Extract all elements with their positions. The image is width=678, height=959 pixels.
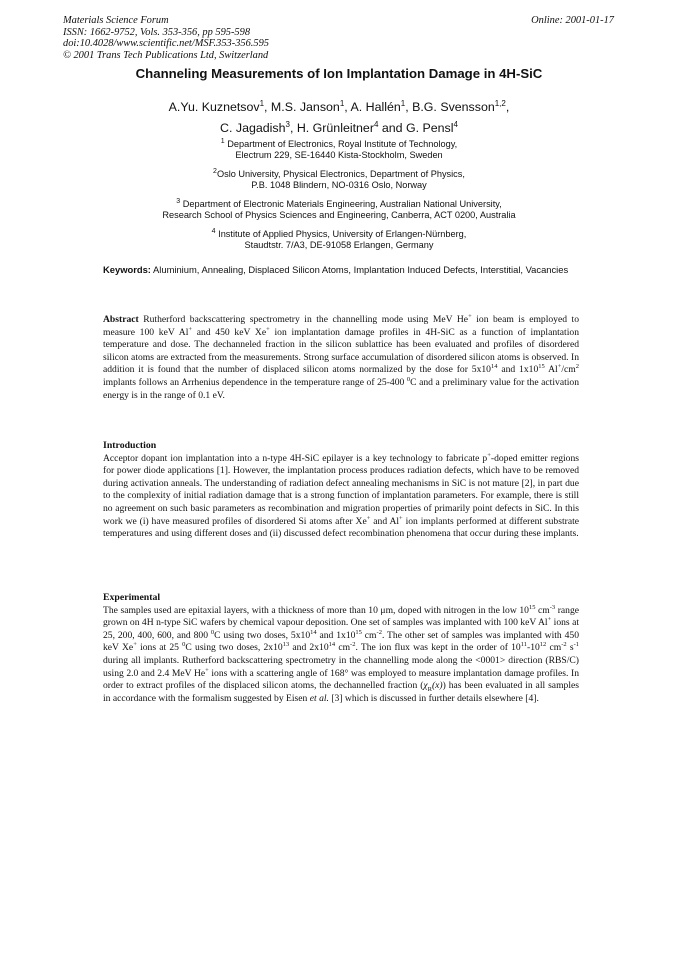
abstract-section — [103, 314, 579, 402]
copyright-line: © 2001 Trans Tech Publications Ltd, Switzerland — [63, 49, 269, 61]
affiliation-2: $^2$Oslo University, Physical Electronics, Department of Physics, P.B. 1048 Blindern, NO-0316 Oslo, Norway — [213, 167, 465, 191]
issn-line: ISSN: 1662-9752, Vols. 353-356, pp 595-598 — [63, 26, 251, 38]
author-line-1: A.Yu. Kuznetsov$^1$, M.S. Janson$^1$, A. Hallén$^1$, B.G. Svensson$^{1,2}$, — [168, 99, 510, 115]
introduction-text: Acceptor dopant ion implantation into a n-type 4H-SiC epilayer is a key technology to fabricate p+-doped emitter regions for power diode applications [1]. However, the implantation process produces radiation defects, which have to be removed during activation anneals. The understanding of radiation defect annealing mechanisms in SiC is not mature [2], in part due to the complexity of initial radiation damage that is a strong function of implantation parameters. For example, there is still no agreement on such basic parameters as recombination and migration properties of primarily point defects in SiC. In this work we (i) have measured profiles of disordered Si atoms after Xe+ and Al+ ion implants performed at different substrate temperatures and using different doses and (ii) discussed defect recombination phenomena that occur during these implants. — [103, 451, 579, 540]
introduction-section — [103, 440, 579, 541]
keywords: Keywords: Aluminium, Annealing, Displaced Silicon Atoms, Implantation Induced Defects, Interstitial, Vacancies — [103, 264, 569, 275]
experimental-text: The samples used are epitaxial layers, with a thickness of more than 10 μm, doped with nitrogen in the low $10^{15}$ $cm^{-3}$ range grown on 4H n-type SiC wafers by chemical vapour deposition. One set of samples was implanted with 100 keV Al+ ions at 25, 200, 400, 600, and 800 $^0$C using two doses, $5x10^{14}$ and $1x10^{15}$ $cm^{-2}$. The other set of samples was implanted with 450 keV Xe+ ions at 25 $^0$C using two doses, $2x10^{13}$ and $2x10^{14}$ $cm^{-2}$. The ion flux was kept in the order of $10^{11}-10^{12}$ $cm^{-2}$ $s^{-1}$ during all implants. Rutherford backscattering spectrometry in the channelling mode along the <0001> direction (RBS/C) using 2.0 and 2.4 MeV He+ ions with a scattering angle of 168° was employed to measure implantation damage profiles. In order to extract profiles of the displaced silicon atoms, the dechannelled fraction $(\chi_R(x))$ has been evaluated in all samples in accordance with the formalism suggested by Eisen et al. [3] which is discussed in further details elsewhere [4]. — [103, 603, 579, 704]
paper-title: Channeling Measurements of Ion Implantation Damage in 4H-SiC — [135, 66, 543, 81]
affiliation-list — [0, 136, 678, 256]
affiliation-1: $^1$ Department of Electronics, Royal Institute of Technology, Electrum 229, SE-16440 Kista-Stockholm, Sweden — [220, 138, 458, 161]
author-list — [0, 95, 678, 137]
affiliation-3: $^3$ Department of Electronic Materials Engineering, Australian National University, Research School of Physics Sciences and Engineering, Canberra, ACT 0200, Australia — [162, 197, 516, 221]
journal-name: Materials Science Forum — [63, 15, 169, 26]
online-date: Online: 2001-01-17 — [531, 15, 614, 26]
journal-header — [63, 15, 269, 61]
introduction-heading: Introduction — [103, 440, 157, 451]
author-line-2: C. Jagadish$^3$, H. Grünleitner$^4$ and G. Pensl$^4$ — [220, 120, 458, 136]
experimental-heading: Experimental — [103, 592, 161, 603]
experimental-section — [103, 592, 579, 705]
abstract-text: Abstract Rutherford backscattering spectrometry in the channelling mode using MeV He+ ion beam is employed to measure 100 keV Al+ and 450 keV Xe+ ion implantation damage profiles in 4H-SiC as a function of implantation temperature and dose. The dechanneled fraction in the silicon sublattice has been evaluated and profiles of disordered silicon atoms are extracted from the measurements. Strong surface accumulation of disordered silicon atoms is observed. In addition it is found that the number of displaced silicon atoms normalized by the dose for $5x10^{14}$ and $1x10^{15}$ $Al^+/cm^2$ implants follows an Arrhenius dependence in the temperature range of 25-400 $^0$C and a preliminary value for the activation energy is in the range of 0.1 eV. — [103, 312, 579, 401]
doi-line: doi:10.4028/www.scientific.net/MSF.353-356.595 — [63, 38, 269, 50]
affiliation-4: $^4$ Institute of Applied Physics, University of Erlangen-Nürnberg, Staudtstr. 7/A3, DE-91058 Erlangen, Germany — [211, 227, 467, 251]
